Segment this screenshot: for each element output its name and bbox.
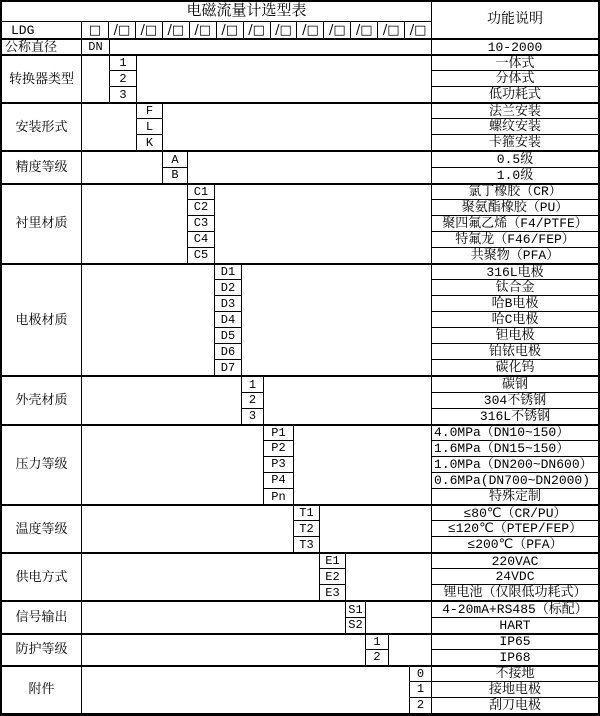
filler-cell — [82, 601, 346, 633]
option-code: 1 — [242, 376, 264, 392]
group-label: 衬里材质 — [2, 184, 82, 264]
option-description: IP68 — [432, 650, 598, 666]
model-code-box: /□ — [136, 22, 163, 38]
model-code-box: /□ — [190, 22, 217, 38]
option-code: 1 — [366, 634, 389, 650]
option-code: P1 — [264, 425, 294, 441]
model-code-box: /□ — [324, 22, 351, 38]
option-description: ≤80℃（CR/PU） — [432, 505, 598, 521]
option-description: 10-2000 — [432, 39, 598, 55]
group-label: 附件 — [2, 666, 82, 714]
option-description: 特殊定制 — [432, 489, 598, 505]
option-description: 分体式 — [432, 71, 598, 87]
filler-cell — [366, 601, 432, 633]
option-description: 法兰安装 — [432, 103, 598, 119]
option-description: 钽电极 — [432, 328, 598, 344]
option-description: 刮刀电极 — [432, 698, 598, 714]
option-code: P2 — [264, 441, 294, 457]
option-code: 3 — [110, 87, 137, 103]
filler-cell — [264, 376, 432, 424]
option-code: C3 — [188, 216, 215, 232]
option-description: 聚氨酯橡胶（PU） — [432, 200, 598, 216]
option-description: 4-20mA+RS485（标配） — [432, 601, 598, 617]
option-code: C1 — [188, 184, 215, 200]
option-code: K — [137, 135, 163, 151]
option-description: 24VDC — [432, 569, 598, 585]
model-code-box: /□ — [409, 22, 427, 38]
option-code: S2 — [346, 618, 366, 634]
filler-cell — [320, 505, 432, 553]
filler-cell — [137, 55, 432, 103]
option-description: 螺纹安装 — [432, 119, 598, 135]
group-label: 温度等级 — [2, 505, 82, 553]
option-description: 低功耗式 — [432, 87, 598, 103]
option-code: 2 — [242, 393, 264, 409]
filler-cell — [82, 666, 410, 714]
filler-cell — [82, 634, 366, 666]
option-description: 304不锈钢 — [432, 393, 598, 409]
filler-cell — [82, 103, 137, 151]
group-label: 电极材质 — [2, 264, 82, 377]
option-code: A — [163, 151, 188, 167]
option-code: 3 — [242, 409, 264, 425]
option-code: C4 — [188, 232, 215, 248]
option-description: 氯丁橡胶（CR） — [432, 184, 598, 200]
option-code: 2 — [366, 650, 389, 666]
option-description: 0.5级 — [432, 151, 598, 167]
option-code: F — [137, 103, 163, 119]
filler-cell — [188, 151, 432, 183]
option-description: 1.6MPa（DN15~150） — [432, 441, 598, 457]
filler-cell — [163, 103, 432, 151]
option-description: 一体式 — [432, 55, 598, 71]
option-description: 卡箍安装 — [432, 135, 598, 151]
option-description: 聚四氟乙烯（F4/PTFE） — [432, 216, 598, 232]
option-description: 316L电极 — [432, 264, 598, 280]
filler-cell — [389, 634, 432, 666]
option-description: 碳化钨 — [432, 360, 598, 376]
option-description: 220VAC — [432, 553, 598, 569]
option-description: 316L不锈钢 — [432, 409, 598, 425]
option-description: 哈C电极 — [432, 312, 598, 328]
option-description: 1.0MPa（DN200~DN600） — [432, 457, 598, 473]
group-label: 供电方式 — [2, 553, 82, 601]
option-code: E3 — [320, 585, 346, 601]
option-code: T1 — [294, 505, 320, 521]
model-code-box: /□ — [271, 22, 298, 38]
model-code-box: /□ — [109, 22, 136, 38]
option-code: C5 — [188, 248, 215, 264]
filler-cell — [82, 553, 320, 601]
option-code: D3 — [215, 296, 242, 312]
model-series-prefix: LDG — [2, 22, 82, 39]
option-description: 0.6MPa(DN700~DN2000) — [432, 473, 598, 489]
filler-cell — [82, 376, 242, 424]
option-code: 1 — [410, 682, 432, 698]
filler-cell — [82, 505, 294, 553]
option-description: 哈B电极 — [432, 296, 598, 312]
model-code-row — [82, 22, 432, 39]
filler-cell — [294, 425, 432, 505]
model-code-box: /□ — [163, 22, 190, 38]
option-description: 铂铱电极 — [432, 344, 598, 360]
group-label: 信号输出 — [2, 601, 82, 633]
filler-cell — [82, 184, 188, 264]
option-description: 接地电极 — [432, 682, 598, 698]
option-description: HART — [432, 618, 598, 634]
option-code: P4 — [264, 473, 294, 489]
option-description: ≤120℃（PTEP/FEP） — [432, 521, 598, 537]
option-description: 共聚物（PFA） — [432, 248, 598, 264]
model-code-box: □ — [82, 22, 109, 38]
group-label: 压力等级 — [2, 425, 82, 505]
filler-cell — [82, 425, 264, 505]
option-code: C2 — [188, 200, 215, 216]
filler-cell — [82, 151, 163, 183]
option-code: T2 — [294, 521, 320, 537]
option-code: DN — [82, 39, 110, 55]
option-code: E1 — [320, 553, 346, 569]
option-description: 碳钢 — [432, 376, 598, 392]
option-code: 1 — [110, 55, 137, 71]
option-description: 锂电池（仅限低功耗式） — [432, 585, 598, 601]
filler-cell — [215, 184, 432, 264]
filler-cell — [242, 264, 432, 377]
filler-cell — [346, 553, 432, 601]
option-code: T3 — [294, 537, 320, 553]
option-code: D1 — [215, 264, 242, 280]
option-description: 4.0MPa（DN10~150） — [432, 425, 598, 441]
option-description: 钛合金 — [432, 280, 598, 296]
option-code: D7 — [215, 360, 242, 376]
filler-cell — [110, 39, 432, 55]
option-code: E2 — [320, 569, 346, 585]
filler-cell — [82, 55, 110, 103]
group-label: 防护等级 — [2, 634, 82, 666]
model-code-box: /□ — [297, 22, 324, 38]
model-code-box: /□ — [217, 22, 244, 38]
option-description: 特氟龙（F46/FEP） — [432, 232, 598, 248]
group-label: 安装形式 — [2, 103, 82, 151]
option-code: L — [137, 119, 163, 135]
option-description: 1.0级 — [432, 168, 598, 184]
option-code: 2 — [410, 698, 432, 714]
model-code-box: /□ — [378, 22, 405, 38]
option-code: D4 — [215, 312, 242, 328]
option-code: D6 — [215, 344, 242, 360]
option-description: ≤200℃（PFA） — [432, 537, 598, 553]
filler-cell — [82, 264, 215, 377]
option-code: 0 — [410, 666, 432, 682]
group-label: 转换器类型 — [2, 55, 82, 103]
option-code: D2 — [215, 280, 242, 296]
option-description: IP65 — [432, 634, 598, 650]
option-code: P3 — [264, 457, 294, 473]
option-code: B — [163, 168, 188, 184]
group-label: 外壳材质 — [2, 376, 82, 424]
option-code: S1 — [346, 601, 366, 617]
function-column-header: 功能说明 — [432, 2, 598, 39]
group-label: 公称直径 — [2, 39, 82, 55]
model-code-box: /□ — [244, 22, 271, 38]
group-label: 精度等级 — [2, 151, 82, 183]
model-code-box: /□ — [351, 22, 378, 38]
option-description: 不接地 — [432, 666, 598, 682]
option-code: Pn — [264, 489, 294, 505]
table-title: 电磁流量计选型表 — [2, 2, 432, 22]
option-code: 2 — [110, 71, 137, 87]
option-code: D5 — [215, 328, 242, 344]
